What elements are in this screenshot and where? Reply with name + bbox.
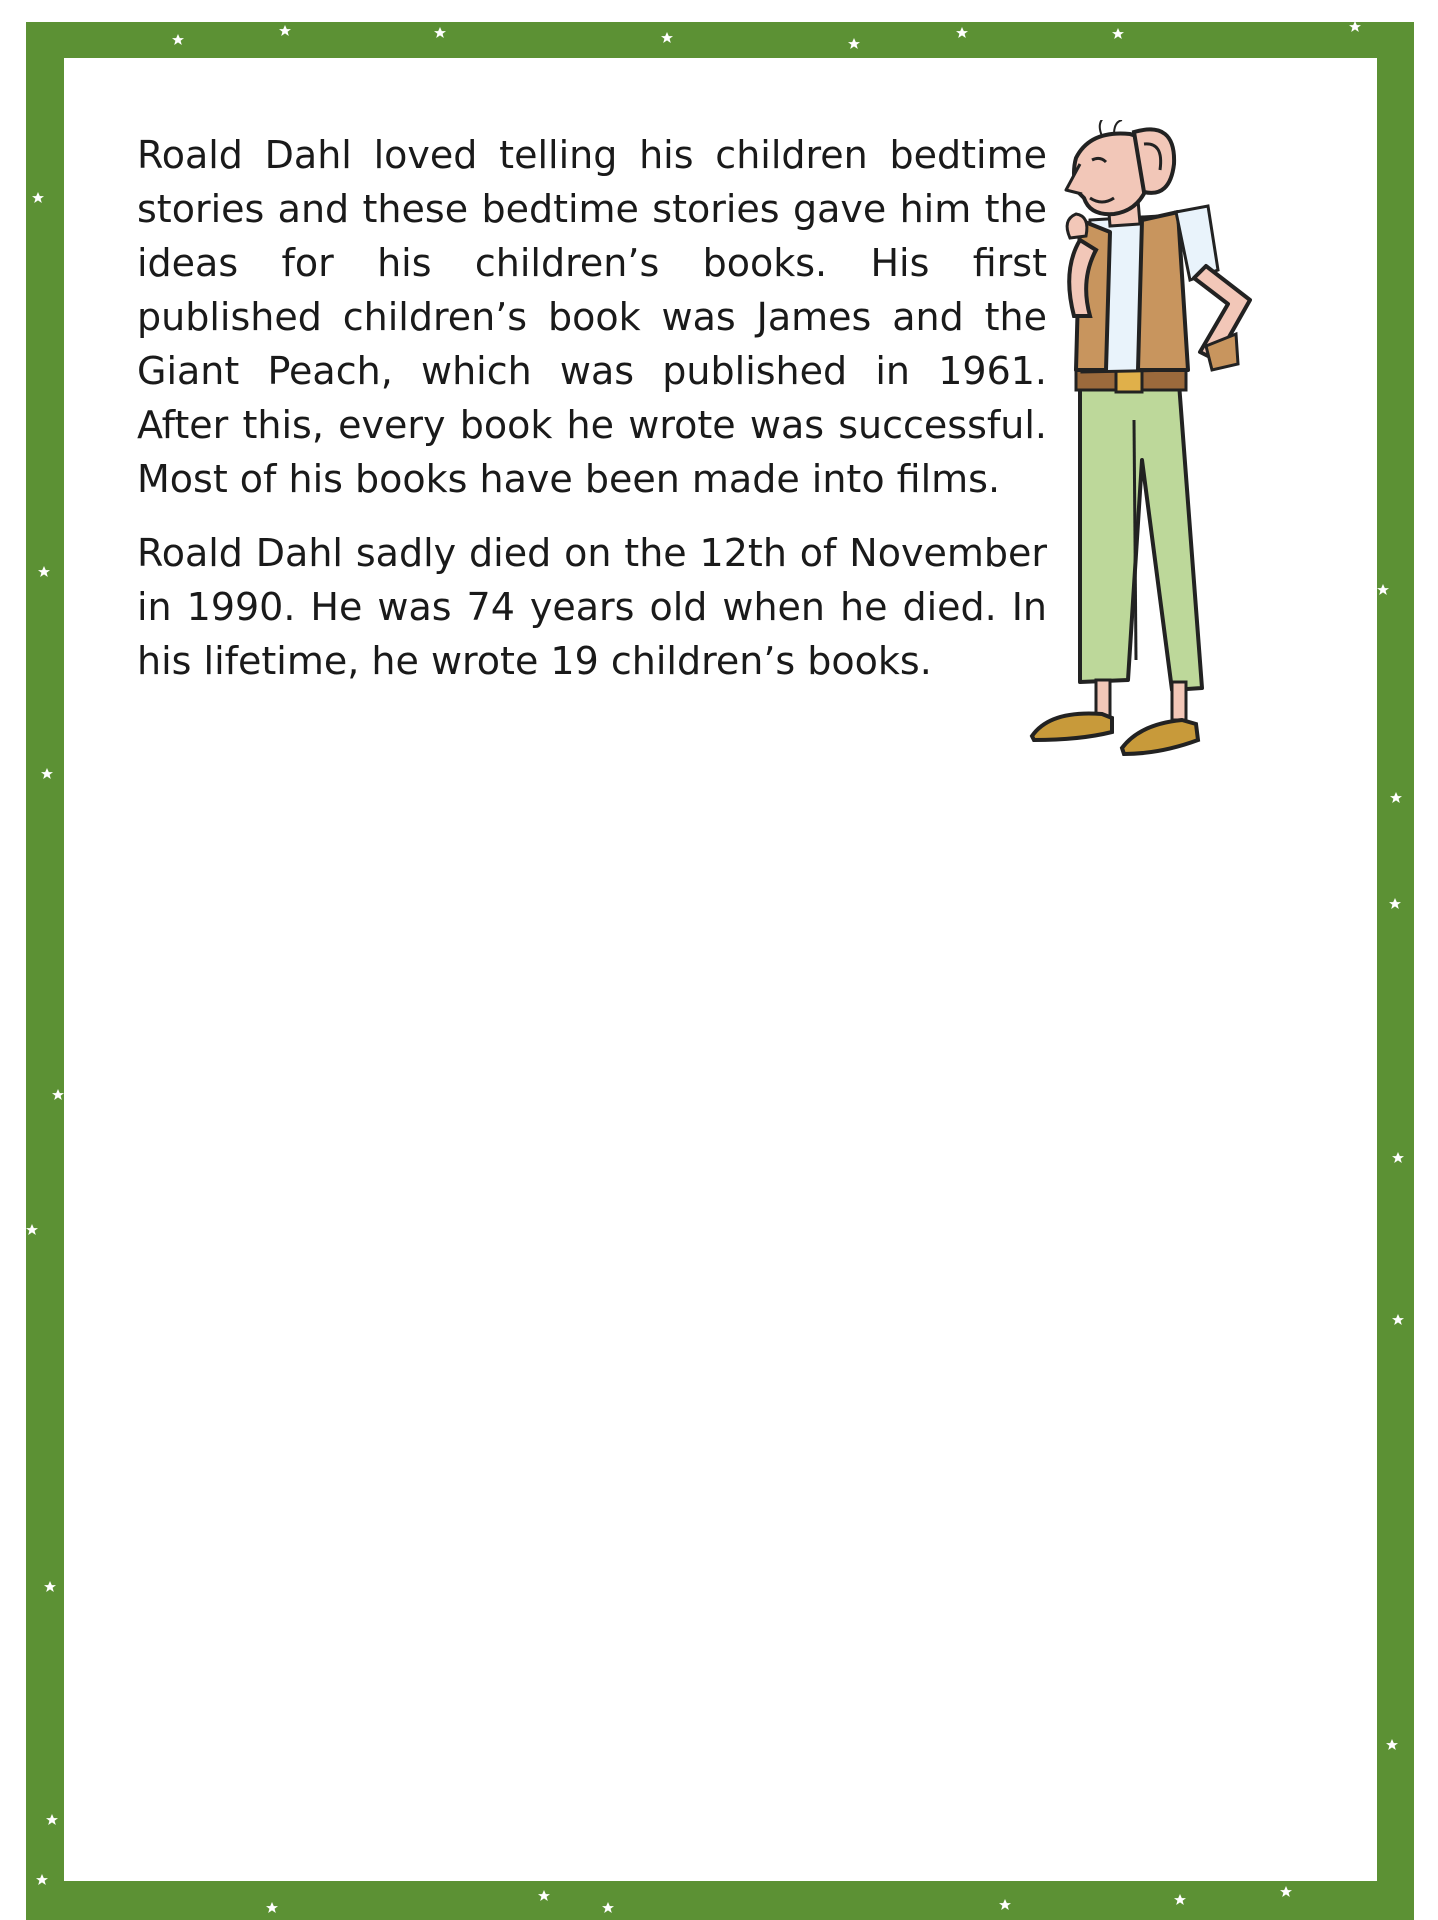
paragraph-2: Roald Dahl sadly died on the 12th of November in 1990. He was 74 years old when he died. In his lifetime, he wrote 19 children’s books. bbox=[137, 531, 1047, 683]
article-text bbox=[137, 128, 1047, 708]
paragraph-1: Roald Dahl loved telling his children bedtime stories and these bedtime stories gave him the ideas for his children’s books. His first published children’s book was James and the Giant Peach, which was published in 1961. After this, every book he wrote was successful. Most of his books have been made into films. bbox=[137, 133, 1047, 501]
bfg-giant-illustration-icon bbox=[1010, 120, 1320, 770]
